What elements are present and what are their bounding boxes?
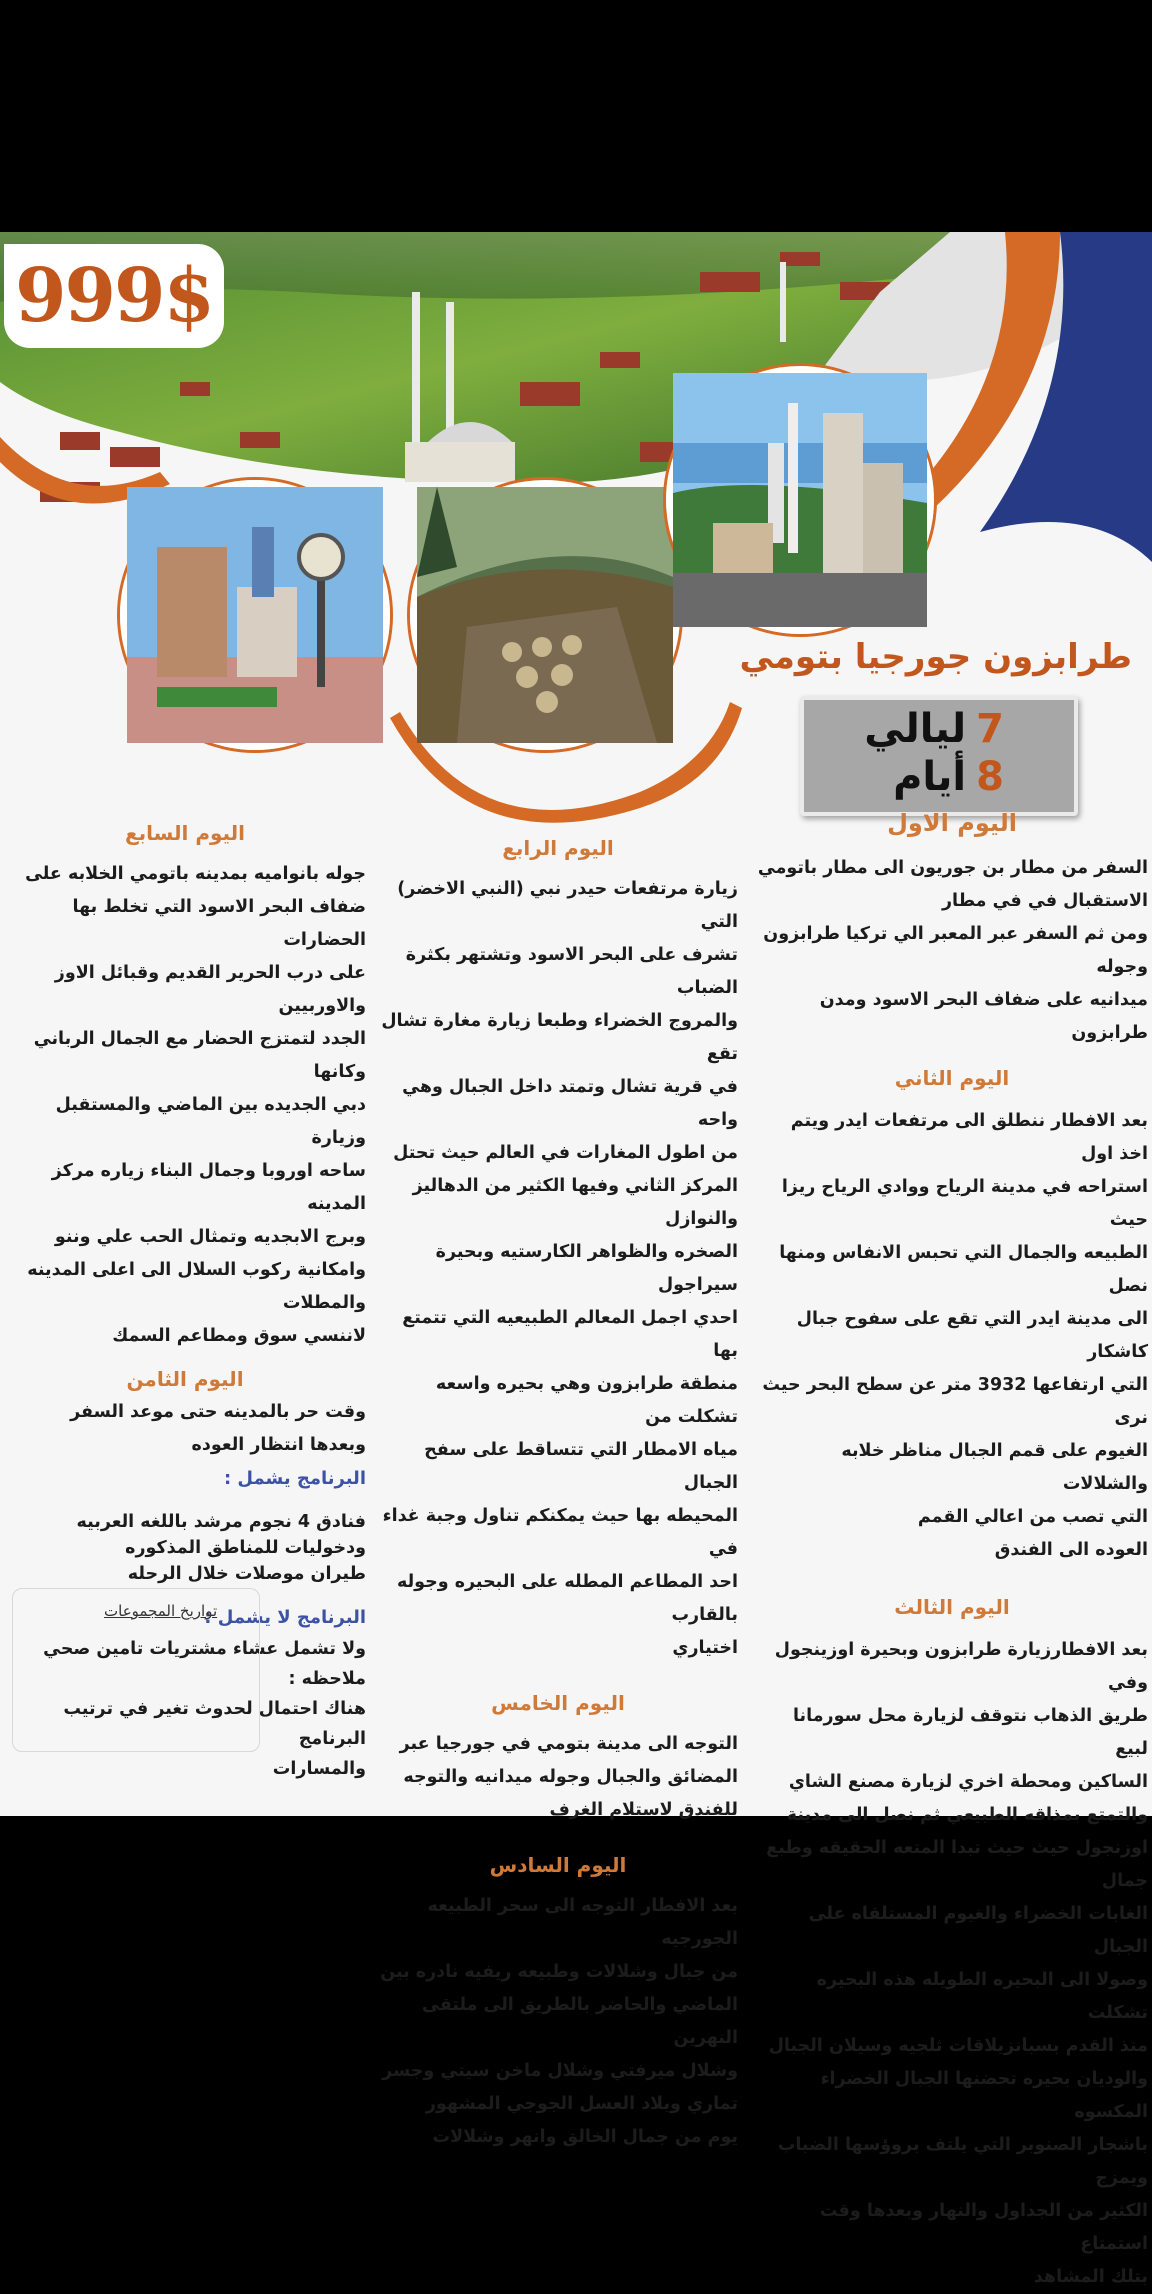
tour-title: طرابزون جورجيا بتومي (739, 637, 1132, 677)
nights-number: 7 (976, 706, 1004, 752)
tour-poster (0, 232, 1152, 2287)
day3-text: بعد الافطارزيارة طرابزون وبحيرة اوزينجول وفي طريق الذهاب نتوقف لزيارة محل سورمانا لبيع الساكين ومحطة اخري لزيارة مصنع الشاي والتمتع بمذاقه الطبيعي ثم نصل الى مدينة اوزنجول حيث حيث تبدا المتعه الحقيقه وطبع جمال الغابات الخضراء والغيوم المستلقاه على الجبال وصولا الى البحيره الطويله هذه البحيره تشكلت منذ القدم بسبانزيلاقات ثلجيه وسيلان الجبال والوديان بحيره تحضنها الجبال الخضراء المكسوه باشجار الصنوبر التي يلتف بروؤسها الضباب ويمزج الكثير من الجداول والنهار وبعدها وقت استمتاع بتلك المشاهد (766, 1640, 1148, 2287)
day6-text: بعد الافطار التوجه الى سحر الطبيعه الجورجيه من جبال وشلالات وطبيعه ريفيه نادره بين الماضي والحاضر بالطريق الى ملتقى النهرين وشلال ميرفتي وشلال ماخن سيتي وجسر تماري وبلاد العسل الجوجي المشهور يوم من جمال الخالق وانهر وشلالات (380, 1896, 738, 2147)
day7-heading: اليوم السابع (124, 821, 246, 845)
day4-heading: اليوم الرابع (502, 836, 614, 860)
nights-label: ليالي (864, 706, 967, 752)
day8-text: وقت حر بالمدينه حتى موعد السفر وبعدها انتظار العوده (70, 1402, 366, 1455)
duration-badge (800, 696, 1078, 816)
includes-heading: البرنامج يشمل : (223, 1468, 366, 1489)
column-middle (378, 832, 738, 2154)
day2-text: بعد الافطار ننطلق الى مرتفعات ايدر ويتم اخذ اول استراحه في مدينة الرياح ووادي الرياح ريزا حيث الطبيعه والجمال التي تحبس الانفاس ومنها نصل الى مدينة ايدر التي تقع على سفوح جبال كاشكار التي ارتفاعها 3932 متر عن سطح البحر حيث نرى الغيوم على قمم الجبال مناظر خلابه والشلالات التي تصب من اعالي القمم العوده الى الفندق (762, 1111, 1148, 1560)
day1-heading: اليوم الاول (887, 809, 1017, 837)
note-heading: ملاحظه : (288, 1669, 366, 1689)
days-number: 8 (976, 754, 1004, 800)
includes-text: فنادق 4 نجوم مرشد باللغه العربيه ودخوليات للمناطق المذكوره طيران موصلات خلال الرحله (76, 1512, 366, 1584)
day3-heading: اليوم الثالث (894, 1595, 1010, 1619)
days-label: أيام (893, 754, 967, 800)
day2-heading: اليوم الثاني (894, 1066, 1010, 1090)
excludes-heading: البرنامج لا يشمل : (204, 1607, 366, 1628)
day6-heading: اليوم السادس (489, 1853, 627, 1877)
price-badge (4, 244, 224, 348)
group-dates-link[interactable]: تواريخ المجموعات (104, 1602, 218, 1620)
excludes-text: ولا تشمل عشاء مشتريات تامين صحي (43, 1639, 366, 1659)
day5-heading: اليوم الخامس (491, 1691, 625, 1715)
batumi-skyline-photo (666, 366, 934, 634)
nature-picnic-photo (410, 480, 680, 750)
day4-text: زيارة مرتفعات حيدر نبي (النبي الاخضر) التي تشرف على البحر الاسود وتشتهر بكثرة الضباب والمروج الخضراء وطبعا زيارة مغارة تشال تقع في قرية تشال وتمتد داخل الجبال وهي واحه من اطول المغارات في العالم حيث تحتل المركز الثاني وفيها الكثير من الدهاليز والنوازل الصخره والظواهر الكارستيه وبحيرة سيراجول احدي اجمل المعالم الطبيعيه التي تتمتع بها منطقة طرابزون وهي بحيره واسعه تشكلت من مياه الامطار التي تتساقط على سفح الجبال المحيطه بها حيث يمكنكم تناول وجبة غداء في احد المطاعم المطله على البحيره وجوله بالقارب اختياري (381, 879, 738, 1658)
day7-text: جوله بانواميه بمدينه باتومي الخلابه على ضفاف البحر الاسود التي تخلط بها الحضارات على درب الحرير القديم وقبائل الاوز والاوربيين الجدد لتمتزج الحضار مع الجمال الرباني وكانها دبي الجديده بين الماضي والمستقبل وزيارة ساحه اوروبا وجمال البناء زياره مركز المدينه وبرج الابجديه وتمثال الحب علي وننو وامكانية ركوب السلال الى اعلى المدينه والمطلات لاننسي سوق ومطاعم السمك (25, 864, 366, 1346)
day5-text: التوجه الى مدينة بتومي في جورجيا عبر المضائق والجبال وجوله ميدانيه والتوجه للفندق لاستلام الغرف (399, 1734, 738, 1820)
price-text: 999$ (15, 253, 213, 339)
note-text: هناك احتمال لحدوث تغير في ترتيب البرنامج والمسارات (63, 1699, 366, 1779)
day1-text: السفر من مطار بن جوريون الى مطار باتومي الاستقبال في في مطار ومن ثم السفر عبر المعبر الي تركيا طرابزون وجوله ميدانيه على ضفاف البحر الاسود ومدن طرابزون (757, 858, 1148, 1043)
column-right (756, 807, 1148, 2294)
batumi-square-photo (120, 480, 390, 750)
day8-heading: اليوم الثامن (126, 1367, 244, 1391)
